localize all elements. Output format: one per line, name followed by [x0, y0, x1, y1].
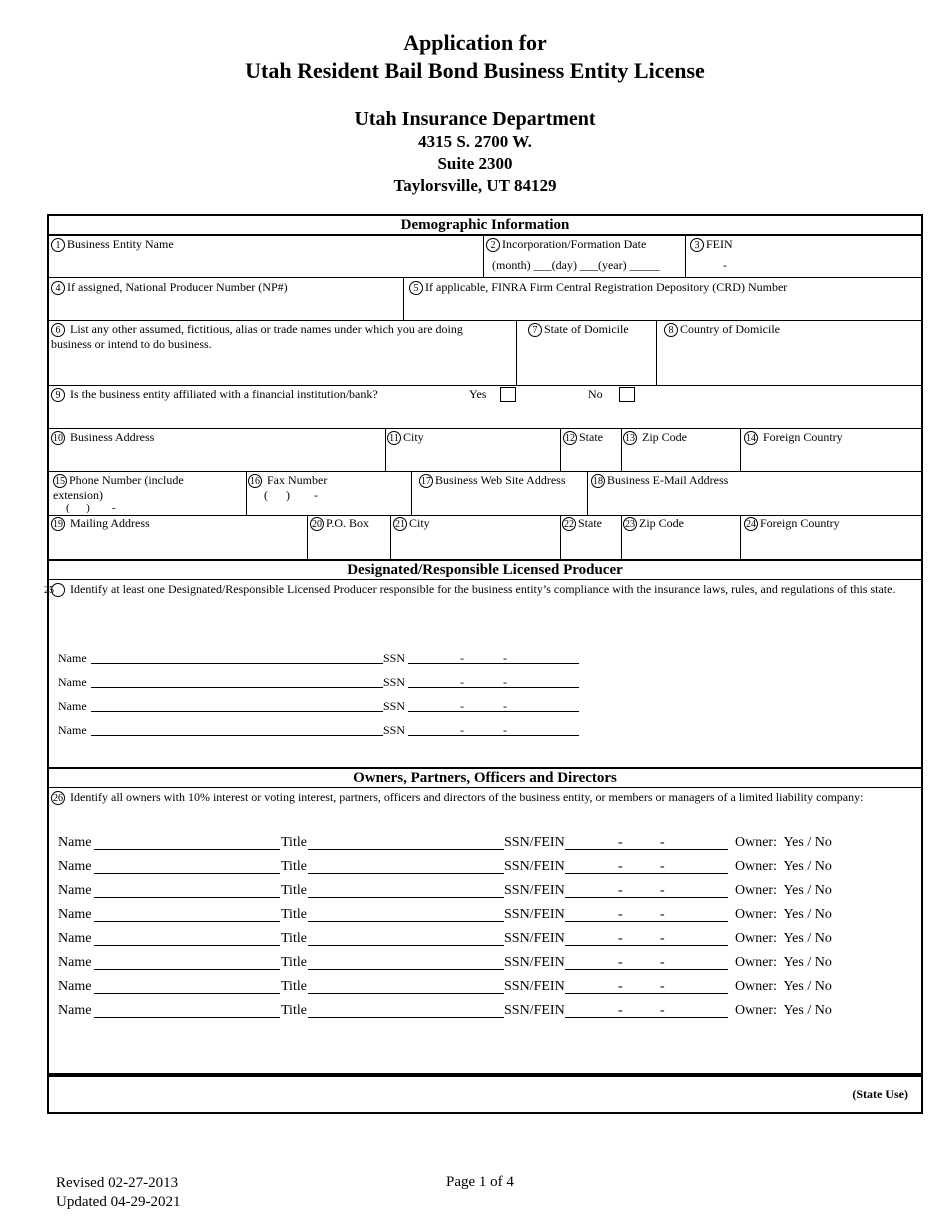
- field-business-address[interactable]: [51, 430, 154, 445]
- field-incorporation-date[interactable]: [486, 237, 646, 252]
- field-number-2: 2: [486, 238, 500, 252]
- field-number-15: 15: [55, 476, 65, 488]
- producer-ssn-label: SSN: [383, 651, 406, 665]
- owner-ssn-input[interactable]: [565, 873, 728, 874]
- field-npn[interactable]: [51, 280, 288, 295]
- field-number-17: 17: [421, 476, 431, 488]
- owner-name-label: Name: [58, 859, 92, 874]
- owner-name-input[interactable]: [94, 969, 280, 970]
- form-title-line1: Application for: [403, 30, 547, 55]
- owner-ssn-label: SSN/FEIN: [504, 955, 565, 970]
- producer-ssn-label: SSN: [383, 723, 406, 737]
- owner-name-input[interactable]: [94, 897, 280, 898]
- ssn-dash: -: [460, 699, 464, 713]
- producer-ssn-input[interactable]: [408, 711, 579, 712]
- section-producer-title: Designated/Responsible Licensed Producer: [347, 562, 623, 578]
- no-label: No: [588, 387, 603, 401]
- field-label: Mailing Address: [70, 516, 150, 530]
- producer-ssn-input[interactable]: [408, 663, 579, 664]
- owner-title-input[interactable]: [308, 1017, 504, 1018]
- field-business-zip[interactable]: [623, 430, 687, 445]
- address-line3: Taylorsville, UT 84129: [393, 176, 557, 195]
- ssn-dash: -: [660, 907, 665, 922]
- field-business-foreign-country[interactable]: [744, 430, 843, 445]
- producer-ssn-label: SSN: [383, 675, 406, 689]
- field-business-state[interactable]: [563, 430, 603, 445]
- producer-name-label: Name: [58, 723, 87, 737]
- owner-title-input[interactable]: [308, 945, 504, 946]
- field-email[interactable]: [591, 473, 728, 488]
- owner-yes-no-option[interactable]: Owner: Yes / No: [735, 883, 832, 898]
- fax-template: ( ) -: [264, 488, 318, 502]
- ssn-dash: -: [503, 699, 507, 713]
- owner-title-label: Title: [281, 859, 307, 874]
- field-25-instructions: [44, 582, 934, 597]
- field-label: Business E-Mail Address: [607, 473, 729, 487]
- field-business-city[interactable]: [387, 430, 424, 445]
- owner-yes-no-option[interactable]: Owner: Yes / No: [735, 931, 832, 946]
- ssn-dash: -: [618, 835, 623, 850]
- ssn-dash: -: [618, 907, 623, 922]
- field-mailing-address[interactable]: [51, 516, 150, 531]
- field-number-18: 18: [593, 476, 603, 488]
- section-demographic-title: Demographic Information: [400, 217, 570, 233]
- owner-yes-no-option[interactable]: Owner: Yes / No: [735, 1003, 832, 1018]
- field-number-9: 9: [51, 388, 65, 402]
- ssn-dash: -: [660, 883, 665, 898]
- field-label: State: [578, 516, 602, 530]
- producer-name-input[interactable]: [91, 711, 383, 712]
- producer-name-input[interactable]: [91, 687, 383, 688]
- owner-name-label: Name: [58, 931, 92, 946]
- field-number-3: 3: [690, 238, 704, 252]
- owner-title-label: Title: [281, 883, 307, 898]
- field-number-10: 10: [53, 433, 63, 445]
- producer-name-label: Name: [58, 651, 87, 665]
- ssn-dash: -: [503, 723, 507, 737]
- field-phone-number[interactable]: [53, 473, 233, 502]
- producer-name-label: Name: [58, 675, 87, 689]
- ssn-dash: -: [503, 651, 507, 665]
- field-number-7: 7: [528, 323, 542, 337]
- owner-ssn-label: SSN/FEIN: [504, 883, 565, 898]
- field-number-24: 24: [746, 519, 756, 531]
- field-mailing-state[interactable]: [562, 516, 602, 531]
- field-po-box[interactable]: [310, 516, 369, 531]
- owner-name-input[interactable]: [94, 873, 280, 874]
- page-number: Page 1 of 4: [446, 1174, 514, 1190]
- ssn-dash: -: [660, 979, 665, 994]
- field-number-11: 11: [387, 431, 401, 445]
- owner-name-label: Name: [58, 835, 92, 850]
- field-label: List any other assumed, fictitious, alias or trade names under which you are doing business or intend to do business.: [51, 322, 463, 352]
- field-number-4: 4: [51, 281, 65, 295]
- field-label: If assigned, National Producer Number (NP#): [67, 280, 288, 294]
- field-number-19: 19: [53, 519, 63, 531]
- phone-template: ( ) -: [66, 502, 116, 514]
- field-label: Business Entity Name: [67, 237, 174, 251]
- field-number-1: 1: [51, 238, 65, 252]
- field-number-20: 20: [312, 519, 322, 531]
- field-number-6: 6: [51, 323, 65, 337]
- ssn-dash: -: [618, 979, 623, 994]
- owner-title-label: Title: [281, 1003, 307, 1018]
- department-name: Utah Insurance Department: [354, 108, 596, 130]
- ssn-dash: -: [503, 675, 507, 689]
- field-label: State: [579, 430, 603, 444]
- field-label: Identify all owners with 10% interest or voting interest, partners, officers and directors of the business entity, or members or managers of a limited liability company:: [70, 790, 864, 804]
- owner-title-label: Title: [281, 907, 307, 922]
- owner-ssn-label: SSN/FEIN: [504, 907, 565, 922]
- field-label: Incorporation/Formation Date: [502, 237, 647, 251]
- field-label: If applicable, FINRA Firm Central Registration Depository (CRD) Number: [425, 280, 788, 294]
- field-number-13: 13: [625, 433, 635, 445]
- ssn-dash: -: [460, 675, 464, 689]
- revised-date: Revised 02-27-2013: [56, 1175, 179, 1191]
- field-number-14: 14: [746, 433, 756, 445]
- yes-label: Yes: [469, 387, 487, 401]
- field-label: City: [403, 430, 424, 444]
- field-mailing-zip[interactable]: [623, 516, 684, 531]
- field-number-16: 16: [250, 476, 260, 488]
- owner-ssn-input[interactable]: [565, 993, 728, 994]
- field-mailing-foreign-country[interactable]: [744, 516, 840, 531]
- owner-yes-no-option[interactable]: Owner: Yes / No: [735, 835, 832, 850]
- field-business-entity-name[interactable]: [51, 237, 174, 252]
- field-label: Is the business entity affiliated with a financial institution/bank?: [70, 387, 378, 401]
- field-bank-affiliation: [51, 387, 378, 402]
- owner-title-label: Title: [281, 979, 307, 994]
- field-country-of-domicile[interactable]: [664, 322, 780, 337]
- ssn-dash: -: [618, 883, 623, 898]
- owner-title-label: Title: [281, 955, 307, 970]
- no-checkbox[interactable]: [619, 387, 635, 402]
- producer-ssn-input[interactable]: [408, 687, 579, 688]
- owner-name-input[interactable]: [94, 849, 280, 850]
- fein-dash: -: [723, 258, 727, 272]
- section-owners-title: Owners, Partners, Officers and Directors: [353, 770, 617, 786]
- field-label: P.O. Box: [326, 516, 370, 530]
- field-26-instructions: [51, 790, 863, 805]
- ssn-dash: -: [460, 723, 464, 737]
- field-label: Identify at least one Designated/Responsible Licensed Producer responsible for the business entity’s compliance with the insurance laws, rules, and regulations of this state.: [70, 582, 896, 596]
- address-line2: Suite 2300: [437, 154, 513, 173]
- owner-title-input[interactable]: [308, 873, 504, 874]
- field-label: Phone Number (include extension): [53, 473, 184, 503]
- ssn-dash: -: [660, 1003, 665, 1018]
- yes-checkbox[interactable]: [500, 387, 516, 402]
- field-number-23: 23: [625, 519, 635, 531]
- state-use-box: [47, 1074, 923, 1114]
- field-web-site[interactable]: [419, 473, 565, 488]
- field-label: City: [409, 516, 430, 530]
- owner-title-input[interactable]: [308, 849, 504, 850]
- owner-ssn-input[interactable]: [565, 921, 728, 922]
- owner-title-input[interactable]: [308, 993, 504, 994]
- field-label: Fax Number: [267, 473, 328, 487]
- ssn-dash: -: [660, 835, 665, 850]
- owner-yes-no-option[interactable]: Owner: Yes / No: [735, 907, 832, 922]
- owner-ssn-input[interactable]: [565, 1017, 728, 1018]
- owner-yes-no-option[interactable]: Owner: Yes / No: [735, 955, 832, 970]
- field-label: Country of Domicile: [680, 322, 780, 336]
- owner-name-label: Name: [58, 979, 92, 994]
- owner-name-label: Name: [58, 907, 92, 922]
- date-template: (month) ___(day) ___(year) _____: [492, 258, 660, 272]
- producer-ssn-label: SSN: [383, 699, 406, 713]
- ssn-dash: -: [660, 931, 665, 946]
- field-number-25: 25: [51, 583, 65, 597]
- field-label: Foreign Country: [760, 516, 840, 530]
- ssn-dash: -: [460, 651, 464, 665]
- state-use-label: (State Use): [852, 1087, 908, 1101]
- owner-name-label: Name: [58, 883, 92, 898]
- owner-ssn-label: SSN/FEIN: [504, 979, 565, 994]
- field-label: FEIN: [706, 237, 733, 251]
- owner-title-input[interactable]: [308, 921, 504, 922]
- field-mailing-city[interactable]: [393, 516, 430, 531]
- field-fein[interactable]: [690, 237, 733, 252]
- owner-name-input[interactable]: [94, 921, 280, 922]
- owner-yes-no-option[interactable]: Owner: Yes / No: [735, 859, 832, 874]
- ssn-dash: -: [618, 1003, 623, 1018]
- owner-ssn-input[interactable]: [565, 897, 728, 898]
- owner-title-input[interactable]: [308, 897, 504, 898]
- field-number-21: 21: [395, 519, 405, 531]
- owner-title-input[interactable]: [308, 969, 504, 970]
- field-number-12: 12: [565, 433, 575, 445]
- owner-ssn-label: SSN/FEIN: [504, 835, 565, 850]
- ssn-dash: -: [618, 859, 623, 874]
- field-number-5: 5: [409, 281, 423, 295]
- owner-ssn-input[interactable]: [565, 849, 728, 850]
- owner-ssn-label: SSN/FEIN: [504, 859, 565, 874]
- owner-yes-no-option[interactable]: Owner: Yes / No: [735, 979, 832, 994]
- owner-title-label: Title: [281, 931, 307, 946]
- field-number-8: 8: [664, 323, 678, 337]
- producer-name-input[interactable]: [91, 735, 383, 736]
- field-label: Zip Code: [639, 516, 684, 530]
- ssn-dash: -: [660, 955, 665, 970]
- ssn-dash: -: [618, 955, 623, 970]
- updated-date: Updated 04-29-2021: [56, 1194, 181, 1210]
- owner-name-input[interactable]: [94, 1017, 280, 1018]
- ssn-dash: -: [618, 931, 623, 946]
- owner-ssn-label: SSN/FEIN: [504, 1003, 565, 1018]
- field-label: Business Address: [70, 430, 155, 444]
- owner-name-input[interactable]: [94, 993, 280, 994]
- owner-title-label: Title: [281, 835, 307, 850]
- field-number-26: 26: [53, 793, 63, 805]
- address-line1: 4315 S. 2700 W.: [418, 132, 532, 151]
- field-crd-number[interactable]: [409, 280, 787, 295]
- ssn-dash: -: [660, 859, 665, 874]
- field-state-of-domicile[interactable]: [528, 322, 629, 337]
- field-assumed-names[interactable]: [51, 322, 501, 351]
- owner-name-input[interactable]: [94, 945, 280, 946]
- producer-name-input[interactable]: [91, 663, 383, 664]
- form-title-line2: Utah Resident Bail Bond Business Entity License: [245, 58, 705, 83]
- producer-name-label: Name: [58, 699, 87, 713]
- field-fax-number[interactable]: [248, 473, 327, 488]
- owner-ssn-input[interactable]: [565, 945, 728, 946]
- owner-ssn-label: SSN/FEIN: [504, 931, 565, 946]
- owner-ssn-input[interactable]: [565, 969, 728, 970]
- field-label: Foreign Country: [763, 430, 843, 444]
- owner-name-label: Name: [58, 1003, 92, 1018]
- producer-ssn-input[interactable]: [408, 735, 579, 736]
- field-label: Business Web Site Address: [435, 473, 566, 487]
- field-label: Zip Code: [642, 430, 687, 444]
- field-number-22: 22: [564, 519, 574, 531]
- field-label: State of Domicile: [544, 322, 629, 336]
- owner-name-label: Name: [58, 955, 92, 970]
